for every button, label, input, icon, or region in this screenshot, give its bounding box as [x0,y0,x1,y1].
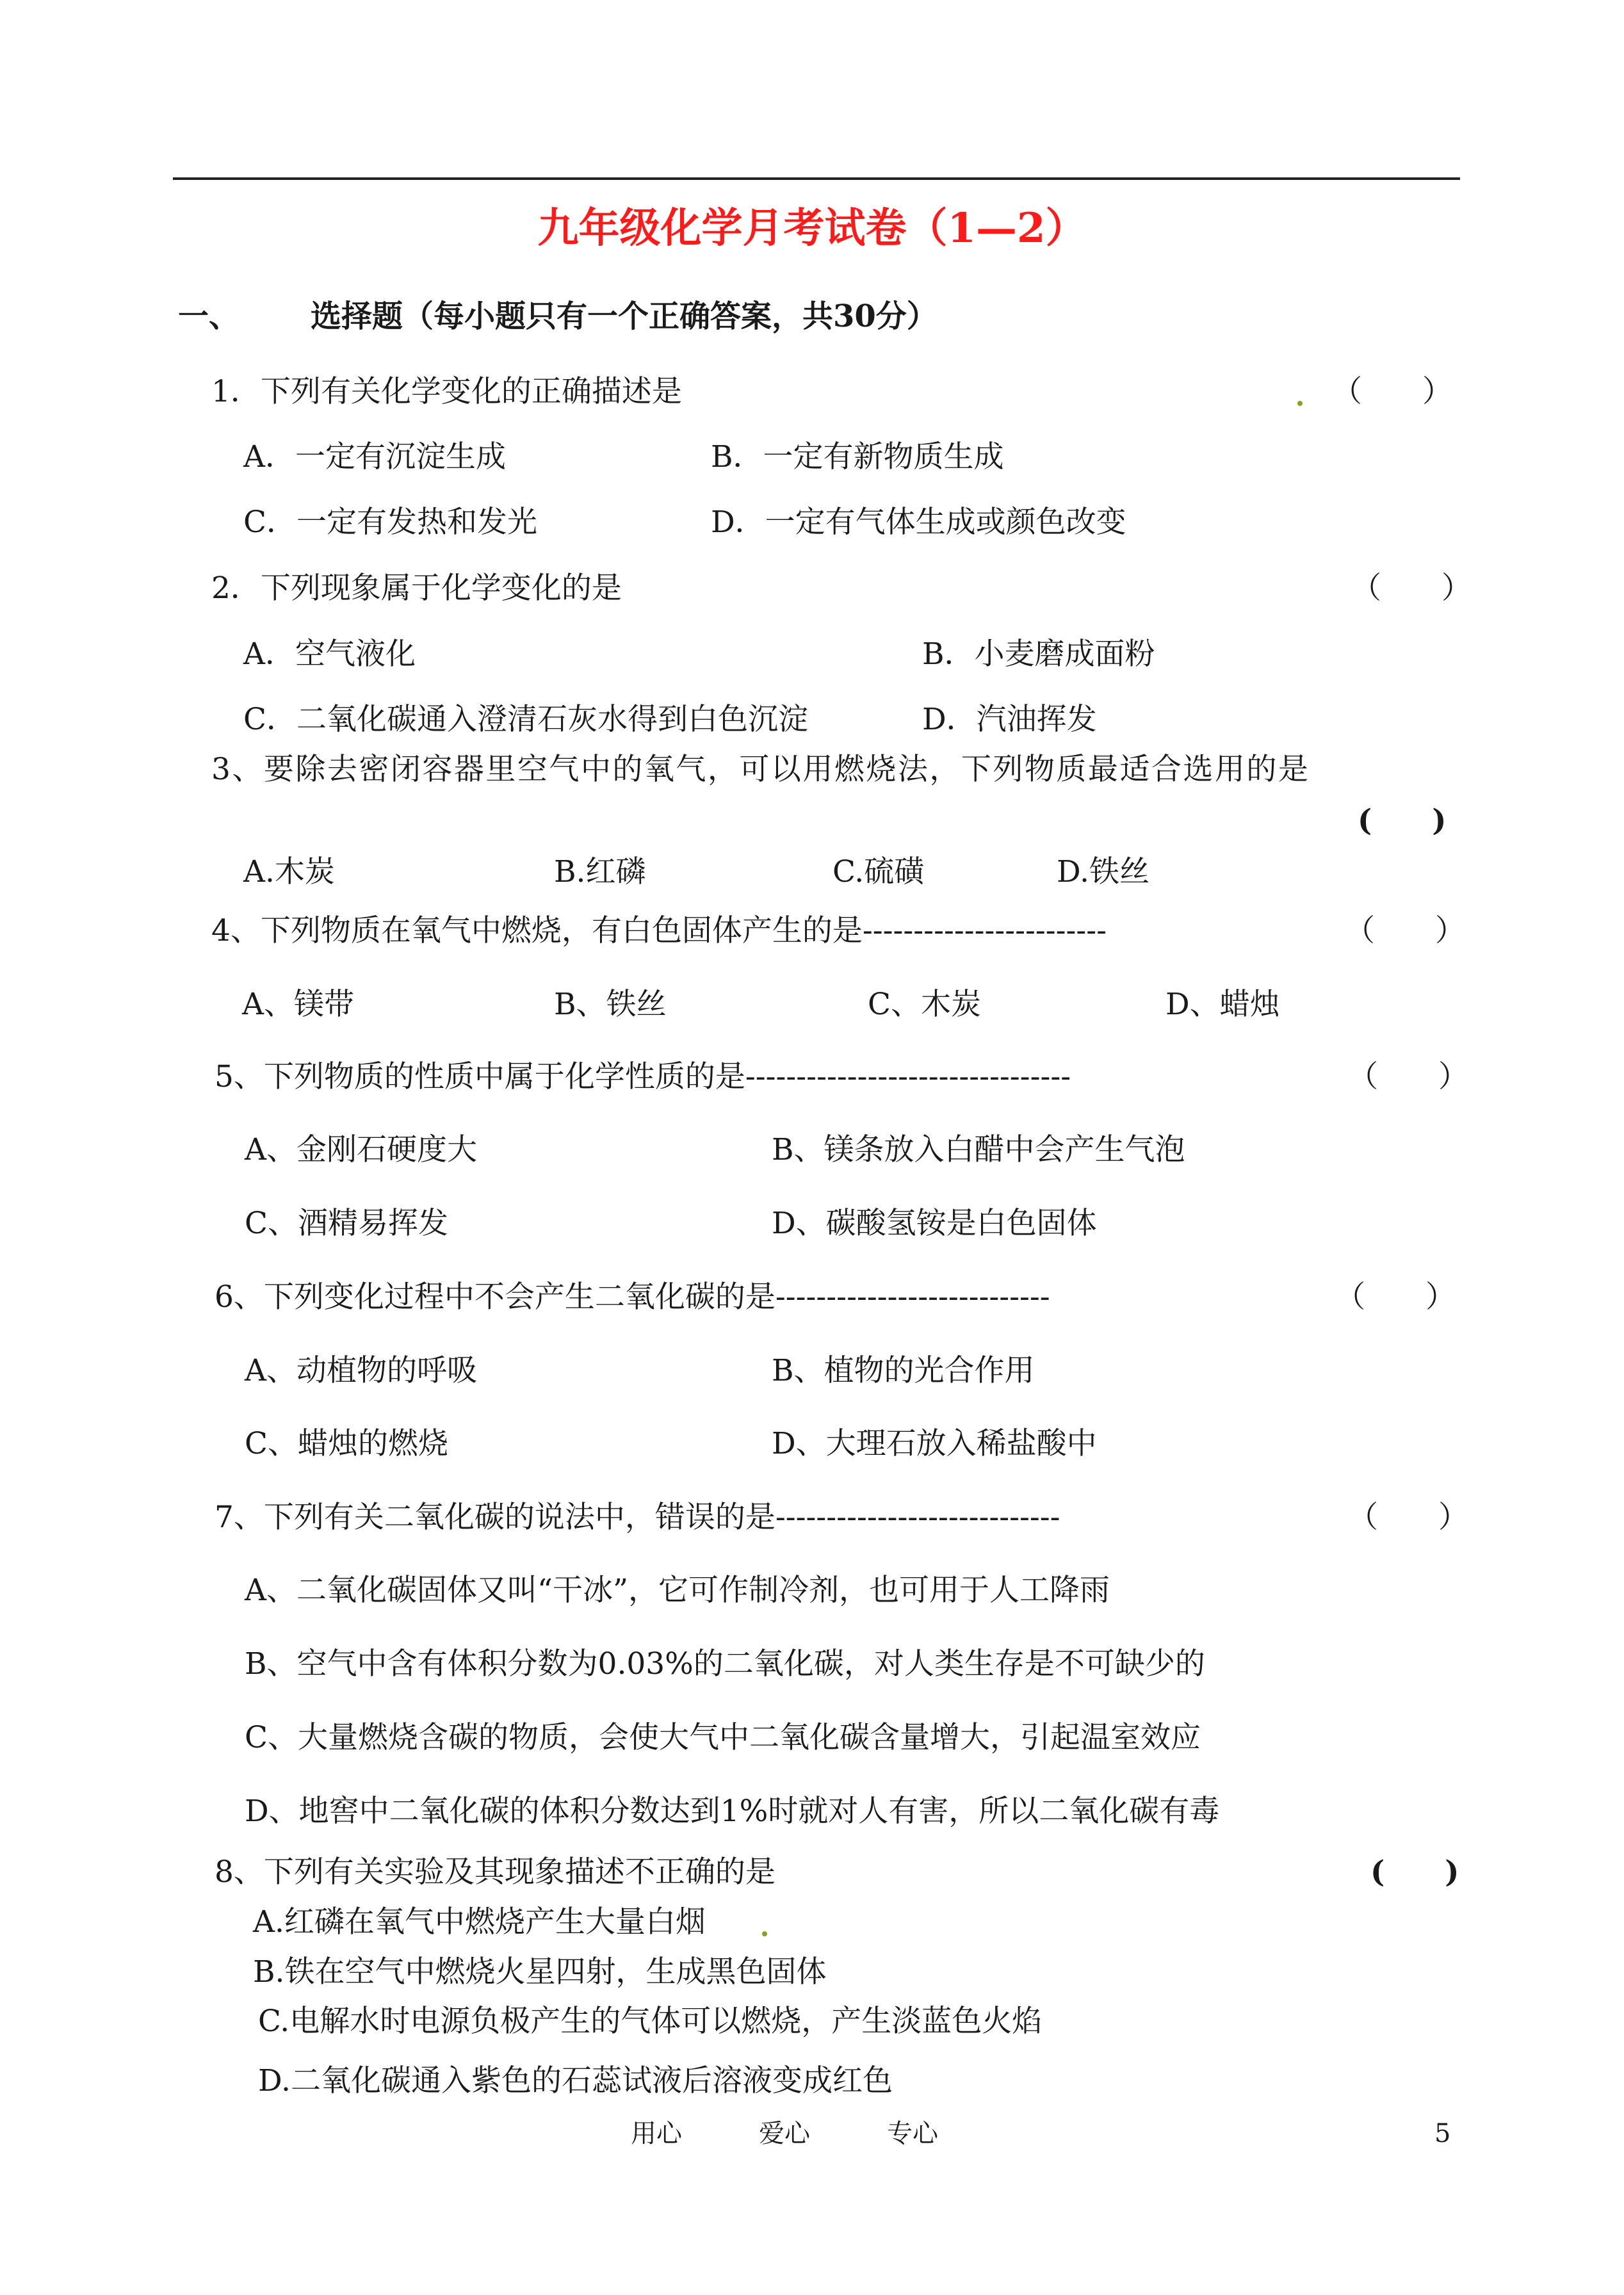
option: A、二氧化碳固体又叫“干冰”，它可作制冷剂，也可用于人工降雨 [245,1573,1110,1608]
option: D、碳酸氢铵是白色固体 [772,1206,1097,1241]
answer-blank: ( ) [1370,1854,1459,1890]
option: D.铁丝 [1057,854,1149,889]
answer-blank: （ ） [1348,1059,1468,1094]
question-2-stem: 2．下列现象属于化学变化的是 [211,571,622,606]
option: D．一定有气体生成或颜色改变 [711,505,1126,540]
option: D、大理石放入稀盐酸中 [772,1426,1097,1461]
section-title: 选择题（每小题只有一个正确答案，共30分） [311,298,938,334]
option: B、植物的光合作用 [772,1353,1035,1388]
option: A.木炭 [243,854,335,889]
option: C．二氧化碳通入澄清石灰水得到白色沉淀 [243,702,808,737]
option: B.红磷 [554,854,646,889]
question-6-stem: 6、下列变化过程中不会产生二氧化碳的是--------------------------- [215,1279,1050,1315]
footer-motto: 用心 [631,2119,682,2148]
option: B、铁丝 [554,987,667,1022]
section-number: 一、 [178,298,240,334]
option: C.硫磺 [832,854,925,889]
header-rule [173,177,1460,180]
option: C、蜡烛的燃烧 [245,1426,448,1461]
option: C、大量燃烧含碳的物质，会使大气中二氧化碳含量增大，引起温室效应 [245,1720,1201,1755]
speck-mark [1297,401,1303,406]
option: C、酒精易挥发 [245,1206,448,1241]
footer-motto: 专心 [887,2119,938,2148]
option: C、木炭 [868,987,981,1022]
option: D.二氧化碳通入紫色的石蕊试液后溶液变成红色 [258,2063,893,2098]
answer-blank: ( ) [1358,803,1447,838]
option: A、动植物的呼吸 [245,1353,477,1388]
question-4-stem: 4、下列物质在氧气中燃烧，有白色固体产生的是------------------------ [211,913,1107,948]
question-3-stem: 3、要除去密闭容器里空气中的氧气，可以用燃烧法，下列物质最适合选用的是 [211,752,1310,787]
answer-blank: （ ） [1351,571,1472,606]
option: A、金刚石硬度大 [245,1132,477,1167]
answer-blank: （ ） [1348,1500,1468,1535]
answer-blank: （ ） [1335,1279,1456,1315]
question-5-stem: 5、下列物质的性质中属于化学性质的是-------------------------------- [215,1059,1071,1094]
answer-blank: （ ） [1332,374,1452,409]
option: D、蜡烛 [1165,987,1280,1022]
option: B、空气中含有体积分数为0.03%的二氧化碳，对人类生存是不可缺少的 [245,1646,1205,1682]
option: B．一定有新物质生成 [711,439,1004,474]
option: B．小麦磨成面粉 [922,637,1155,672]
speck-mark [762,1931,767,1936]
question-8-stem: 8、下列有关实验及其现象描述不正确的是 [215,1854,775,1890]
option: C.电解水时电源负极产生的气体可以燃烧，产生淡蓝色火焰 [258,2004,1043,2039]
question-1-stem: 1．下列有关化学变化的正确描述是 [211,374,682,409]
option: A．空气液化 [243,637,416,672]
answer-blank: （ ） [1345,913,1465,948]
option: D、地窖中二氧化碳的体积分数达到1%时就对人有害，所以二氧化碳有毒 [245,1794,1220,1829]
option: A、镁带 [242,987,354,1022]
option: B、镁条放入白醋中会产生气泡 [772,1132,1185,1167]
option: A.红磷在氧气中燃烧产生大量白烟 [253,1904,706,1940]
option: D．汽油挥发 [922,702,1097,737]
option: B.铁在空气中燃烧火星四射，生成黑色固体 [253,1954,827,1990]
question-7-stem: 7、下列有关二氧化碳的说法中，错误的是---------------------------- [215,1500,1060,1535]
page-number: 5 [1434,2119,1451,2148]
footer-motto: 爱心 [759,2119,810,2148]
option: A．一定有沉淀生成 [243,439,506,474]
option: C．一定有发热和发光 [243,505,537,540]
page-title: 九年级化学月考试卷（1—2） [537,204,1087,252]
